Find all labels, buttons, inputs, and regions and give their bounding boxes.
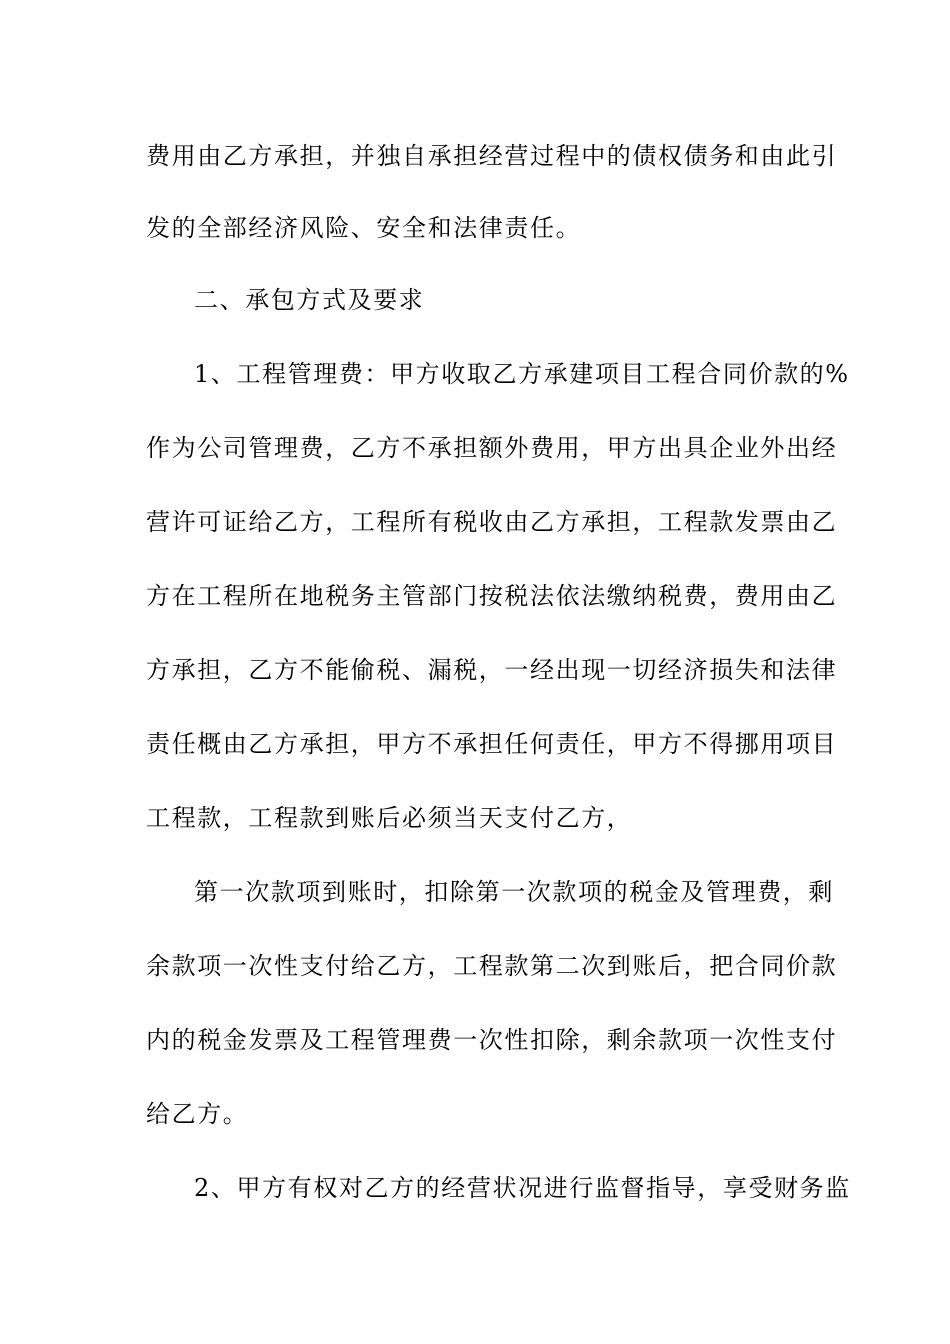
- paragraph-line: 方在工程所在地税务主管部门按税法依法缴纳税费，费用由乙: [146, 582, 838, 610]
- paragraph-line: 2、甲方有权对乙方的经营状况进行监督指导，享受财务监: [194, 1174, 851, 1202]
- paragraph-line: 内的税金发票及工程管理费一次性扣除，剩余款项一次性支付: [146, 1026, 838, 1054]
- paragraph-line: 1、工程管理费：甲方收取乙方承建项目工程合同价款的%: [194, 360, 850, 388]
- paragraph-line: 责任概由乙方承担，甲方不承担任何责任，甲方不得挪用项目: [146, 730, 838, 758]
- paragraph-line: 工程款，工程款到账后必须当天支付乙方，: [146, 804, 633, 832]
- paragraph-line: 发的全部经济风险、安全和法律责任。: [146, 214, 582, 242]
- paragraph-line: 第一次款项到账时，扣除第一次款项的税金及管理费，剩: [194, 878, 834, 906]
- paragraph-line: 给乙方。: [146, 1100, 249, 1128]
- paragraph-line: 余款项一次性支付给乙方，工程款第二次到账后，把合同价款: [146, 952, 838, 980]
- paragraph-line: 方承担，乙方不能偷税、漏税，一经出现一切经济损失和法律: [146, 656, 838, 684]
- paragraph-line: 营许可证给乙方，工程所有税收由乙方承担，工程款发票由乙: [146, 508, 838, 536]
- section-heading: 二、承包方式及要求: [194, 286, 425, 314]
- paragraph-line: 作为公司管理费，乙方不承担额外费用，甲方出具企业外出经: [146, 434, 838, 462]
- paragraph-line: 费用由乙方承担，并独自承担经营过程中的债权债务和由此引: [146, 142, 838, 170]
